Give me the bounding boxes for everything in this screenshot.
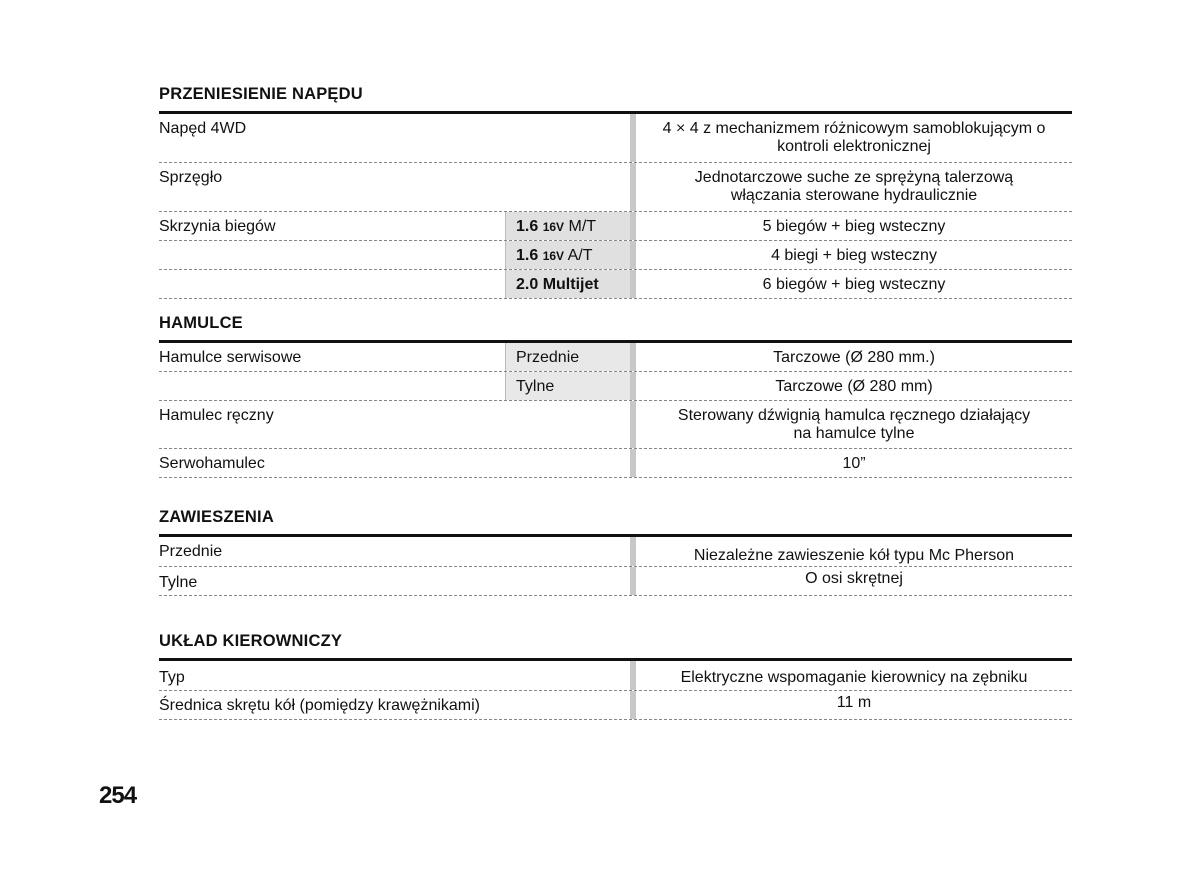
table-row (159, 661, 1072, 691)
row-value: 4 × 4 z mechanizmem różnicowym samoblokującym o kontroli elektronicznej (662, 120, 1046, 155)
row-value: Niezależne zawieszenie kół typu Mc Pherson (693, 547, 1015, 564)
row-value: 4 biegi + bieg wsteczny (771, 247, 937, 264)
row-label: Przednie (159, 543, 223, 560)
table-row (159, 691, 1072, 720)
row-label: Skrzynia biegów (159, 218, 276, 235)
row-value: 6 biegów + bieg wsteczny (762, 276, 946, 293)
row-label: Hamulec ręczny (159, 407, 274, 424)
section-title-brakes: HAMULCE (159, 314, 243, 332)
row-value: Elektryczne wspomaganie kierownicy na zębniku (680, 669, 1028, 686)
table-row (159, 212, 1072, 241)
table-row (159, 270, 1072, 299)
row-value: 10” (842, 455, 866, 472)
variant-cell: 1.6 16V M/T (505, 212, 630, 240)
page-number: 254 (99, 782, 137, 809)
table-row (159, 114, 1072, 163)
table-row (159, 401, 1072, 449)
table-row (159, 372, 1072, 401)
row-value: Jednotarczowe suche ze sprężyną talerzową włączania sterowane hydraulicznie (694, 169, 1014, 204)
table-row (159, 163, 1072, 212)
variant-cell: Tylne (505, 372, 630, 400)
section-title-suspension: ZAWIESZENIA (159, 508, 274, 526)
steering-table (159, 658, 1072, 720)
table-row (159, 241, 1072, 270)
row-value: 11 m (836, 694, 872, 711)
brakes-table (159, 340, 1072, 478)
row-value: Sterowany dźwignią hamulca ręcznego działający na hamulce tylne (677, 407, 1031, 442)
row-label: Typ (159, 669, 185, 686)
section-title-drivetrain: PRZENIESIENIE NAPĘDU (159, 85, 363, 103)
variant-cell: 1.6 16V A/T (505, 241, 630, 269)
table-row (159, 343, 1072, 372)
row-value: O osi skrętnej (805, 570, 903, 587)
row-label: Napęd 4WD (159, 120, 247, 137)
row-value: Tarczowe (Ø 280 mm.) (773, 349, 935, 366)
section-title-steering: UKŁAD KIEROWNICZY (159, 632, 343, 650)
table-row (159, 537, 1072, 567)
row-label: Średnica skrętu kół (pomiędzy krawężnikami) (159, 697, 480, 714)
variant-cell: Przednie (505, 343, 630, 371)
row-value: Tarczowe (Ø 280 mm) (775, 378, 933, 395)
drivetrain-table (159, 111, 1072, 299)
suspension-table (159, 534, 1072, 596)
row-label: Tylne (159, 574, 198, 591)
row-label: Hamulce serwisowe (159, 349, 302, 366)
row-value: 5 biegów + bieg wsteczny (762, 218, 946, 235)
row-label: Serwohamulec (159, 455, 265, 472)
variant-cell: 2.0 Multijet (505, 270, 630, 298)
table-row (159, 449, 1072, 478)
table-row (159, 567, 1072, 596)
row-label: Sprzęgło (159, 169, 223, 186)
